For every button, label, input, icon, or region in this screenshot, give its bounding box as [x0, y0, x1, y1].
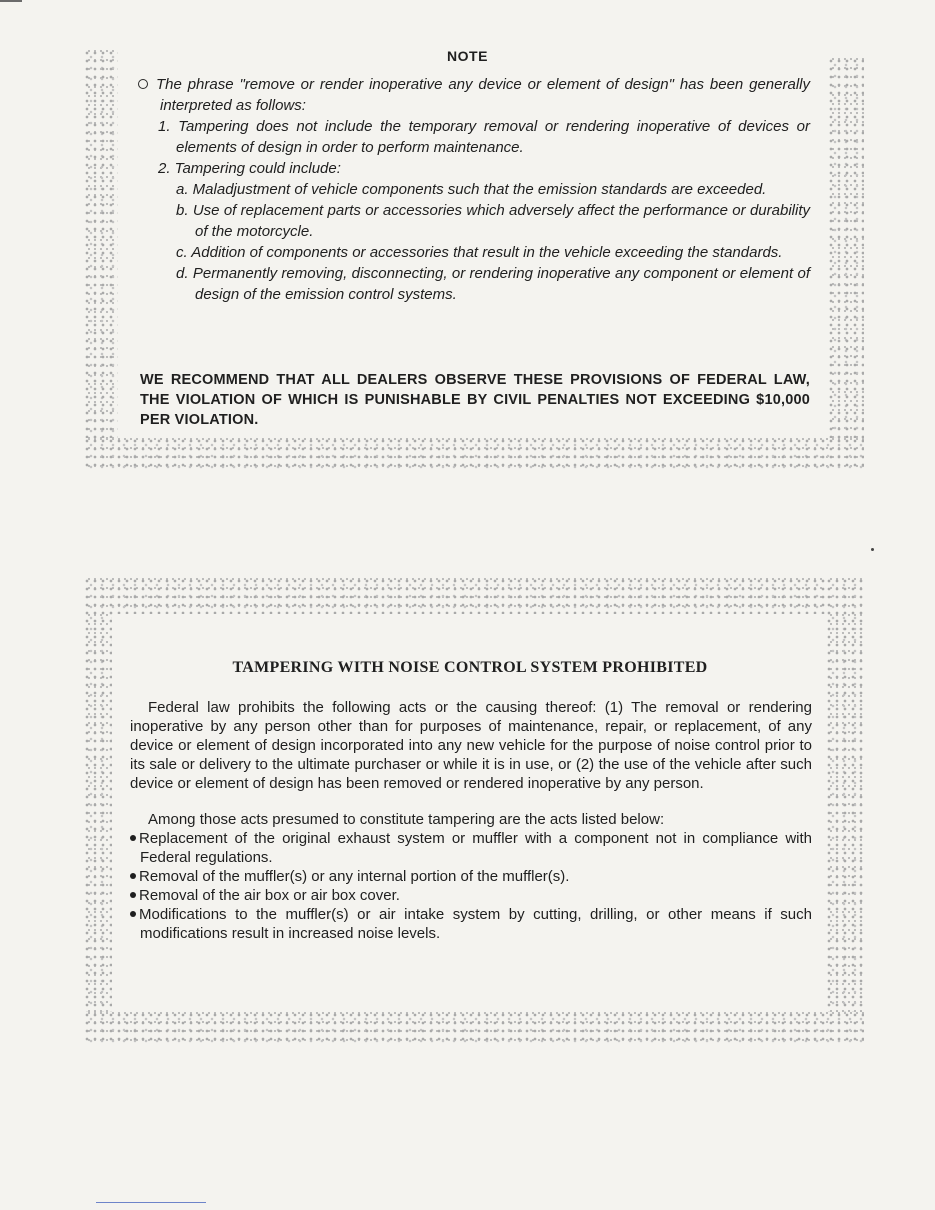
- noise-title: TAMPERING WITH NOISE CONTROL SYSTEM PROHIBITED: [232, 659, 708, 676]
- note-sub-d: d. Permanently removing, disconnecting, or rendering inoperative any component or element of design of the emission control systems.: [176, 265, 810, 303]
- bullet-dot-icon: [130, 892, 136, 898]
- noise-body: [130, 698, 812, 943]
- lace-border-top: [84, 578, 864, 614]
- note-item-2: 2. Tampering could include:: [158, 160, 341, 177]
- circle-bullet-icon: [138, 79, 148, 89]
- page-corner-mark: [0, 0, 22, 2]
- lace-border-right: [826, 578, 864, 1044]
- page-bottom-rule: [96, 1202, 206, 1203]
- noise-lead: Among those acts presumed to constitute tampering are the acts listed below:: [148, 811, 665, 828]
- note-intro: The phrase "remove or render inoperative any device or element of design" has been generally interpreted as follows:: [138, 74, 810, 116]
- bullet-dot-icon: [130, 873, 136, 879]
- noise-bullet-3: Removal of the air box or air box cover.: [130, 886, 812, 905]
- lace-border-bottom: [84, 1012, 864, 1044]
- page-speck: [871, 548, 874, 551]
- bullet-dot-icon: [130, 911, 136, 917]
- note-body: [138, 74, 810, 305]
- lace-border-left: [84, 578, 112, 1044]
- noise-paragraph: Federal law prohibits the following acts or the causing thereof: (1) The removal or rendering inoperative by any person other than for purposes of maintenance, repair, or replacement, of any device or element of design incorporated into any new vehicle for the purpose of noise control prior to its sale or delivery to the ultimate purchaser or while it is in use, or (2) the use of the vehicle after such device or element of design has been removed or rendered inoperative by any person.: [130, 699, 812, 792]
- note-sub-a: a. Maladjustment of vehicle components such that the emission standards are exceeded.: [176, 181, 767, 198]
- noise-bullet-4: Modifications to the muffler(s) or air intake system by cutting, drilling, or other means if such modifications result in increased noise levels.: [130, 905, 812, 943]
- noise-bullet-1: Replacement of the original exhaust system or muffler with a component not in compliance with Federal regulations.: [130, 829, 812, 867]
- note-title: NOTE: [447, 48, 488, 64]
- noise-bullet-2: Removal of the muffler(s) or any internal portion of the muffler(s).: [130, 867, 812, 886]
- lace-border-right: [828, 58, 864, 470]
- note-warning: WE RECOMMEND THAT ALL DEALERS OBSERVE THESE PROVISIONS OF FEDERAL LAW, THE VIOLATION OF WHICH IS PUNISHABLE BY CIVIL PENALTIES NOT EXCEEDING $10,000 PER VIOLATION.: [140, 372, 810, 428]
- note-item-1: 1. Tampering does not include the temporary removal or rendering inoperative of devices or elements of design in order to perform maintenance.: [158, 118, 810, 156]
- note-sub-c: c. Addition of components or accessories that result in the vehicle exceeding the standards.: [176, 244, 783, 261]
- note-sub-b: b. Use of replacement parts or accessories which adversely affect the performance or durability of the motorcycle.: [176, 202, 810, 240]
- lace-border-left: [84, 50, 118, 470]
- lace-border-bottom: [84, 438, 864, 470]
- bullet-dot-icon: [130, 835, 136, 841]
